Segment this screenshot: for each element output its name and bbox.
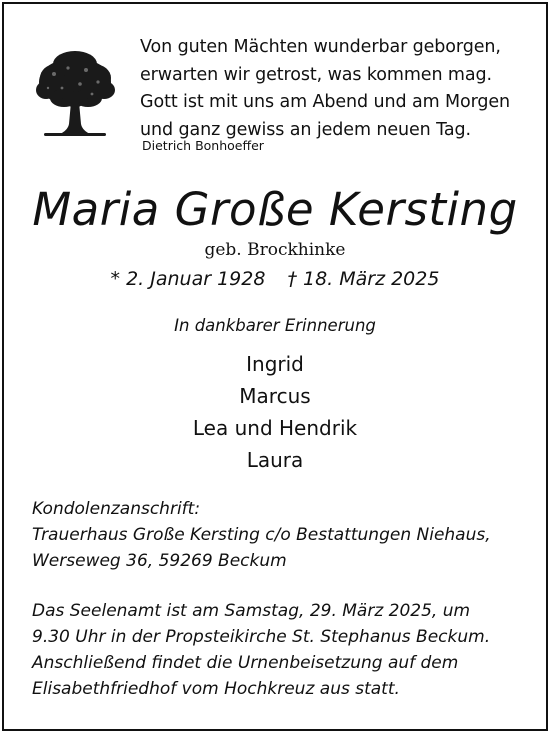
address-line: Kondolenzanschrift: [32,499,201,519]
service-line: 9.30 Uhr in der Propsteikirche St. Stephanus Beckum. [32,627,491,647]
address-line: Werseweg 36, 59269 Beckum [32,551,287,571]
poem-line: und ganz gewiss an jedem neuen Tag. [140,119,471,140]
mourner-name: Marcus [239,384,311,408]
service-line: Das Seelenamt ist am Samstag, 29. März 2025, um [32,601,471,621]
service-info [32,598,532,702]
service-line: Anschließend findet die Urnenbeisetzung auf dem [32,653,459,673]
poem [140,34,540,144]
memory-intro: In dankbarer Erinnerung [174,316,376,335]
poem-line: Gott ist mit uns am Abend und am Morgen [140,92,511,112]
mourner-name: Lea und Hendrik [192,416,358,440]
mourner-name: Ingrid [246,352,304,376]
mourners-list [0,348,550,476]
poem-author: Dietrich Bonhoeffer [142,138,264,153]
poem-line: erwarten wir getrost, was kommen mag. [140,64,492,85]
life-dates [0,264,550,294]
deceased-name: Maria Große Kersting [32,183,518,236]
death-date: † 18. März 2025 [287,268,440,290]
condolence-address [32,496,532,574]
address-line: Trauerhaus Große Kersting c/o Bestattungen Niehaus, [32,525,491,545]
service-line: Elisabethfriedhof vom Hochkreuz aus statt. [32,679,400,699]
tree-icon [34,48,116,138]
poem-line: Von guten Mächten wunderbar geborgen, [140,37,501,57]
mourner-name: Laura [246,448,304,472]
birth-date: * 2. Januar 1928 [110,268,266,290]
maiden-name: geb. Brockhinke [204,240,346,260]
